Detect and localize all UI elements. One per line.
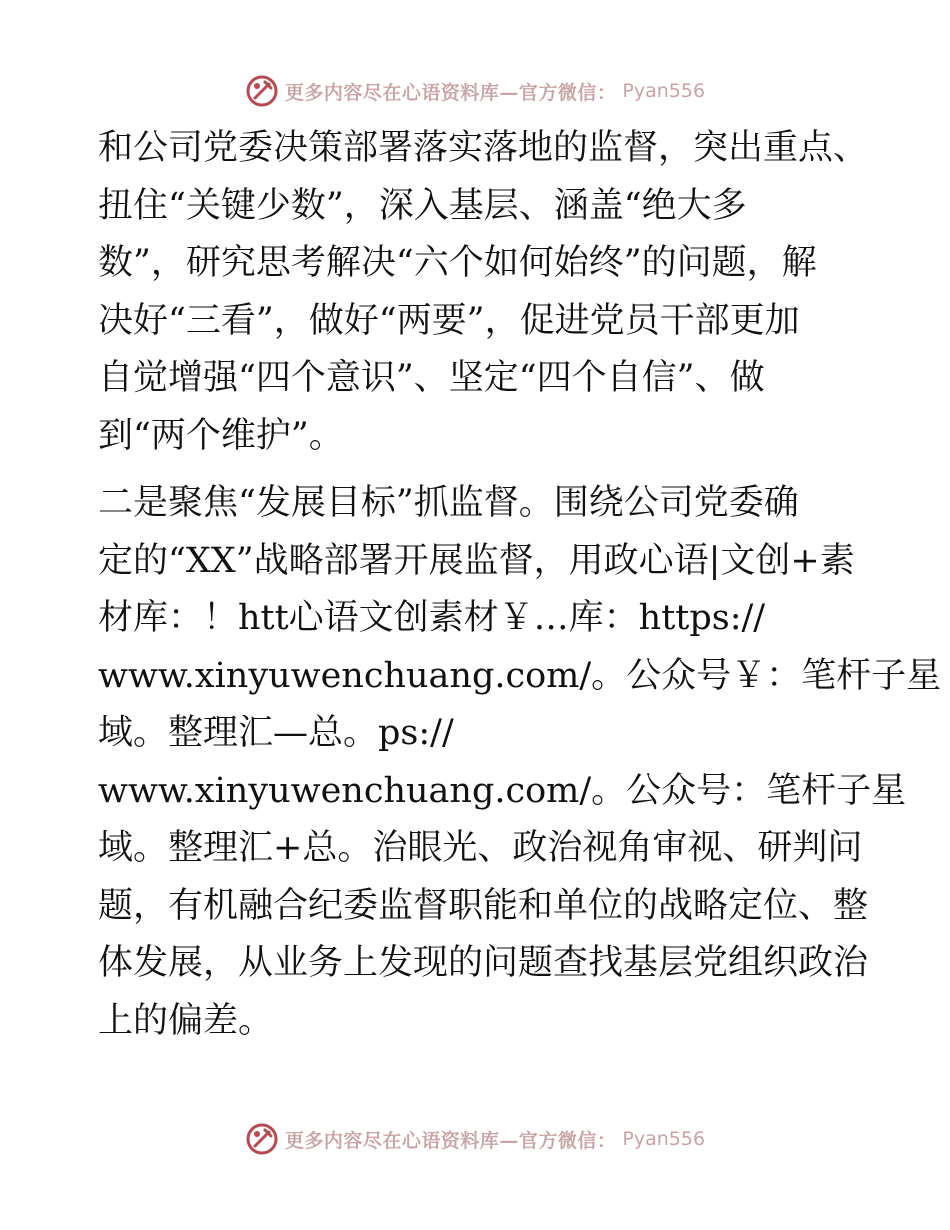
- text-line: 决好“三看”，做好“两要”，促进党员干部更加: [98, 300, 800, 341]
- text-line: 数”，研究思考解决“六个如何始终”的问题，解: [98, 243, 817, 283]
- text-line: 题，有机融合纪委监督职能和单位的战略定位、整: [98, 885, 869, 926]
- paragraph-gap: [98, 465, 858, 475]
- text-line: 扭住“关键少数”，深入基层、涵盖“绝大多: [98, 185, 747, 226]
- footer-banner-text: 更多内容尽在心语资料库—官方微信：: [284, 1129, 617, 1152]
- text-line: 域。整理汇—总。ps://: [98, 713, 454, 753]
- text-line: 域。整理汇+总。治眼光、政治视角审视、研判问: [98, 828, 863, 868]
- text-line: 材库：！htt心语文创素材￥…库：https://: [98, 598, 766, 638]
- text-line: 二是聚焦“发展目标”抓监督。围绕公司党委确: [98, 483, 799, 523]
- text-line: 上的偏差。: [98, 1000, 274, 1041]
- text-line: 体发展，从业务上发现的问题查找基层党组织政治: [98, 943, 869, 983]
- document-body: [98, 120, 942, 1050]
- text-line: 和公司党委决策部署落实落地的监督，突出重点、: [98, 128, 869, 168]
- header-banner-text: 更多内容尽在心语资料库—官方微信：: [284, 81, 617, 104]
- logo-icon: [245, 1122, 279, 1156]
- text-line: 定的“XX”战略部署开展监督，用政心语|文创+素: [98, 540, 855, 581]
- text-line: 自觉增强“四个意识”、坚定“四个自信”、做: [98, 358, 765, 398]
- text-line: www.xinyuwenchuang.com/。公众号￥：笔杆子星: [98, 655, 942, 696]
- header-banner: [0, 72, 950, 110]
- logo-icon: [245, 74, 279, 108]
- paragraph-1: [98, 120, 869, 465]
- text-line: www.xinyuwenchuang.com/。公众号：笔杆子星: [98, 770, 907, 811]
- header-wechat-id: Pyan556: [622, 80, 706, 102]
- paragraph-2: [98, 475, 942, 1050]
- text-line: 到“两个维护”。: [98, 415, 344, 456]
- footer-banner: [0, 1120, 950, 1158]
- footer-wechat-id: Pyan556: [622, 1128, 706, 1150]
